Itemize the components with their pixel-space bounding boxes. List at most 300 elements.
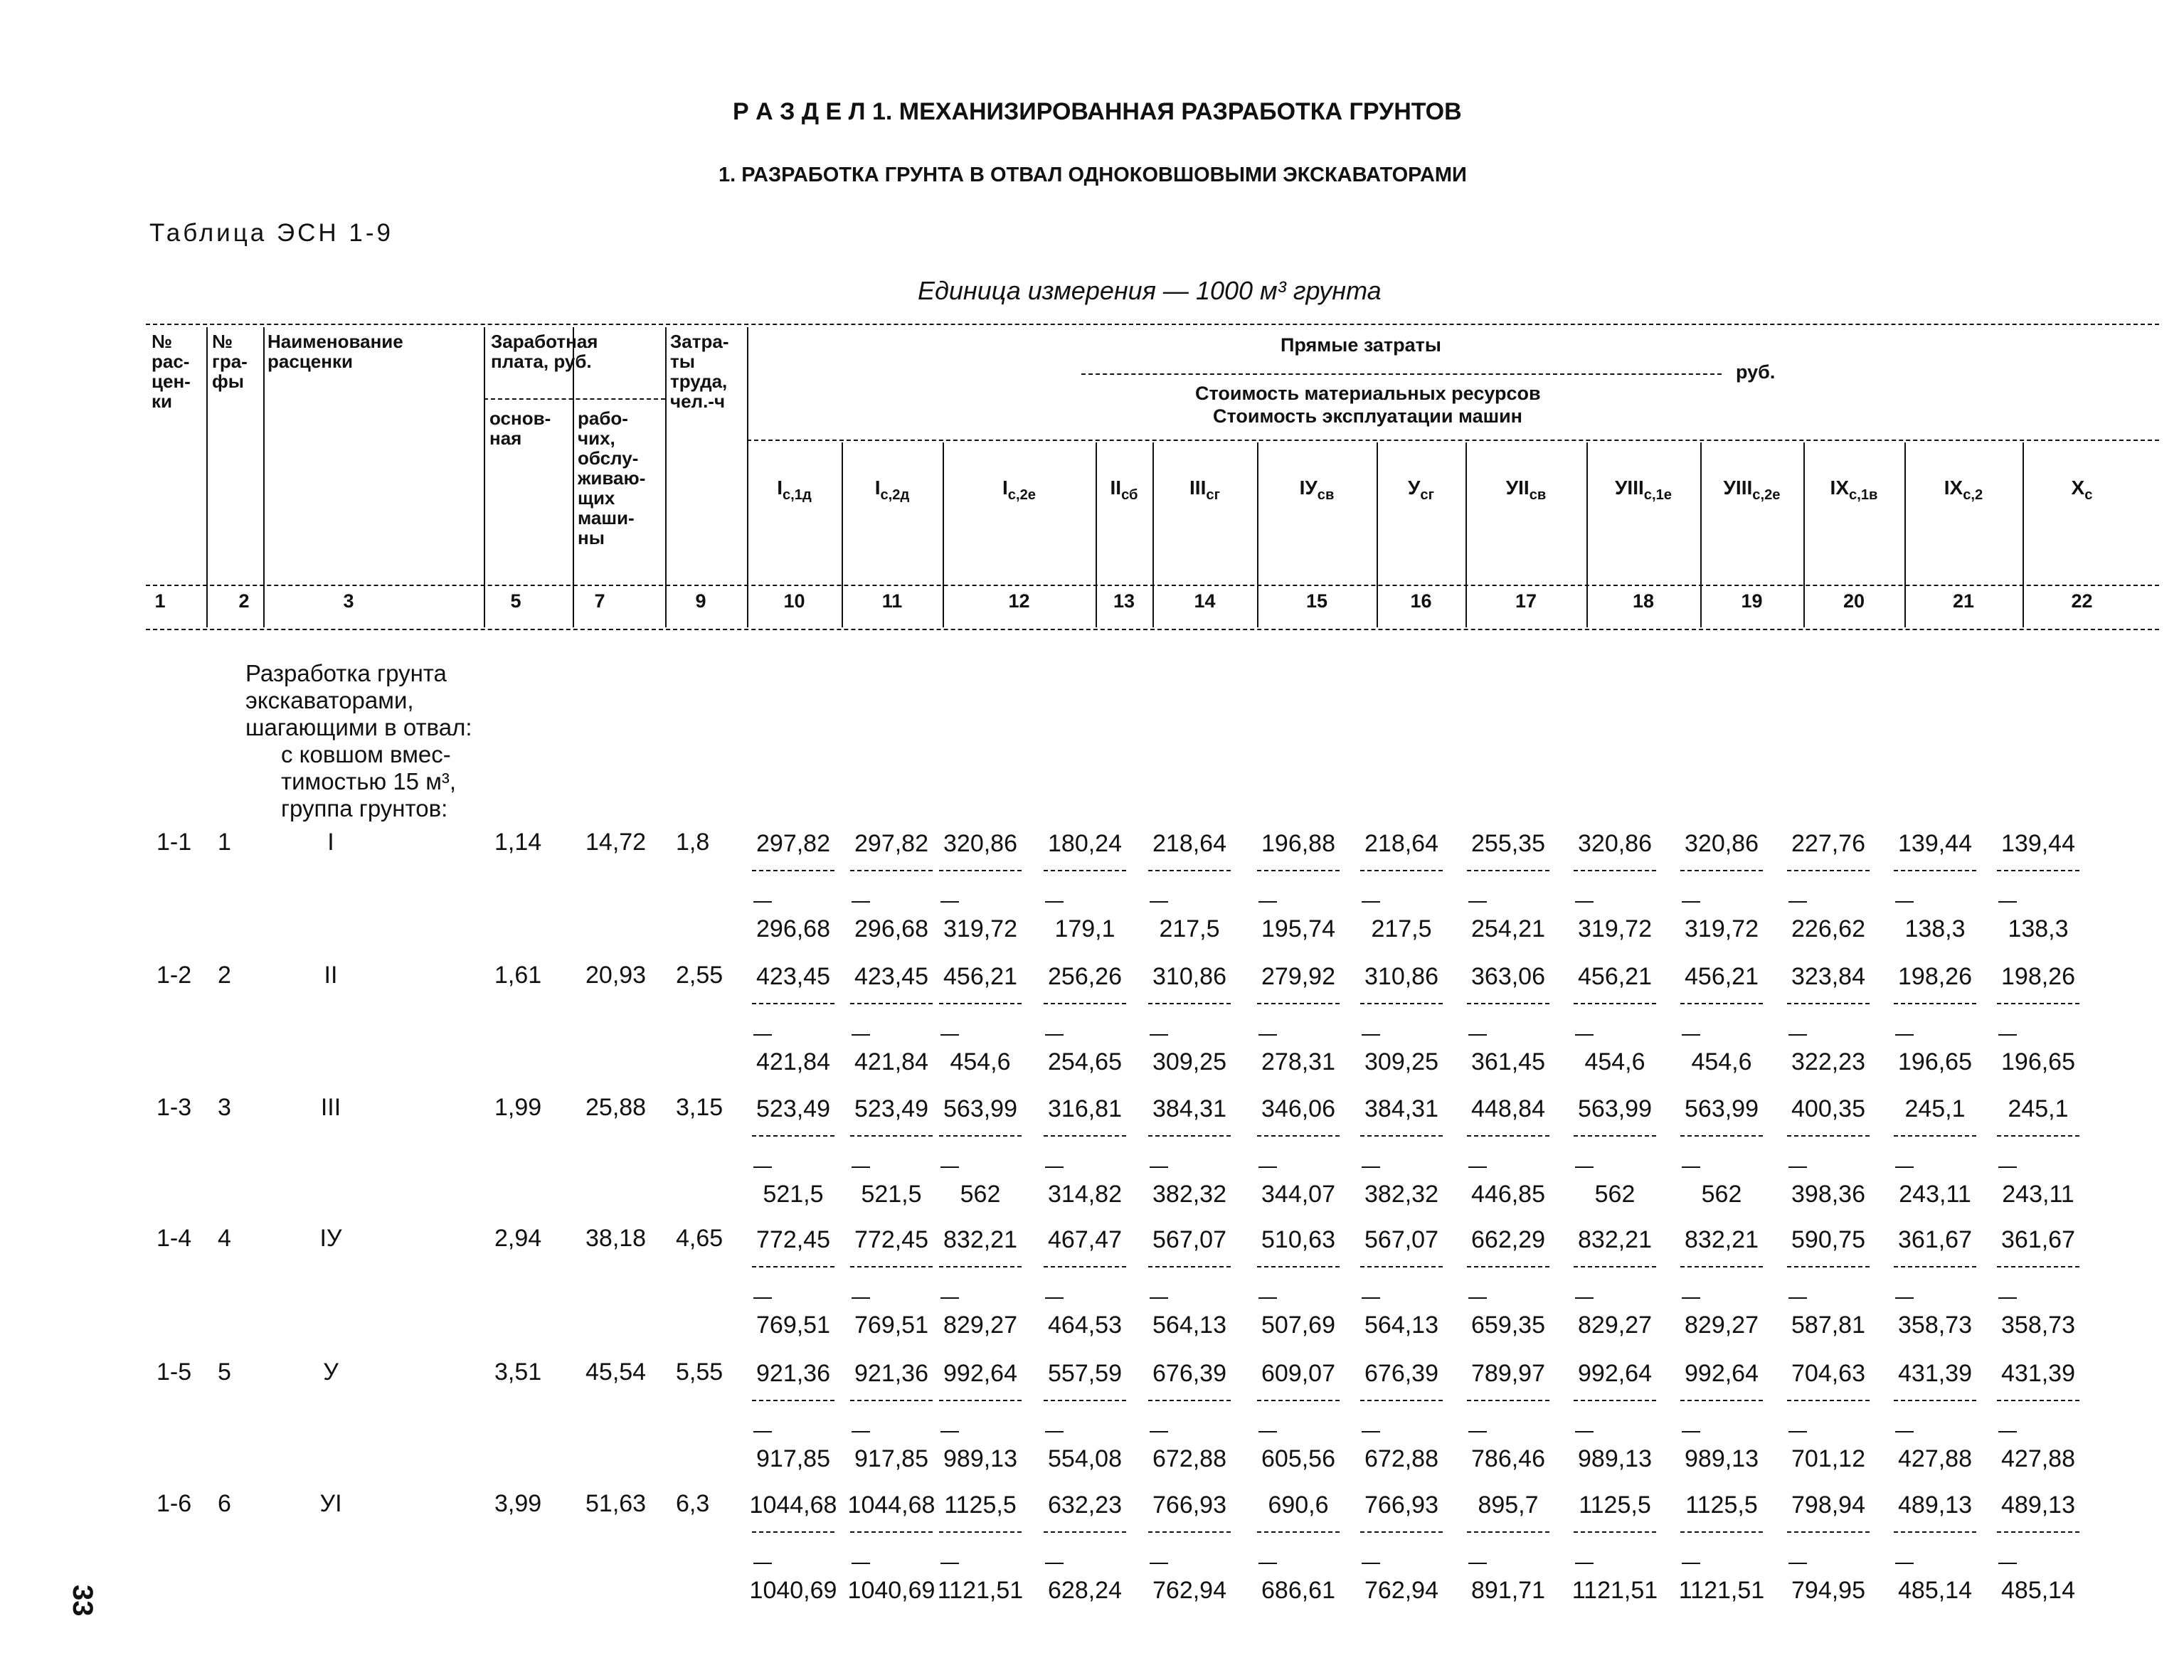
value-separator (1148, 1003, 1231, 1004)
column-number: 16 (1410, 590, 1432, 612)
material-cost-value: 832,21 (1685, 1226, 1759, 1253)
material-cost-value: 196,88 (1261, 830, 1335, 857)
machine-cost-value: 1121,51 (1678, 1577, 1765, 1604)
value-dash (1468, 1166, 1487, 1168)
rate-code: 1-5 (157, 1359, 192, 1386)
value-separator (1044, 1003, 1126, 1004)
zone-header (1377, 477, 1465, 504)
material-cost-value: 766,93 (1364, 1492, 1438, 1519)
value-dash (1998, 1166, 2017, 1168)
column-number: 12 (1008, 590, 1030, 612)
wage-workers: 45,54 (585, 1359, 647, 1386)
material-cost-value: 766,93 (1152, 1492, 1226, 1519)
value-dash (1575, 1297, 1594, 1299)
machine-cost-value: 358,73 (2001, 1312, 2075, 1339)
labor-cost: 4,65 (676, 1225, 723, 1252)
material-cost-value: 662,29 (1471, 1226, 1545, 1253)
zones-top-rule (747, 440, 2159, 441)
column-number: 22 (2071, 590, 2093, 612)
wage-workers: 14,72 (585, 829, 647, 856)
column-number: 14 (1194, 590, 1216, 612)
material-cost-value: 632,23 (1048, 1492, 1122, 1519)
machine-cost-value: 314,82 (1048, 1181, 1122, 1208)
machine-cost-value: 891,71 (1471, 1577, 1545, 1604)
value-separator (1360, 1531, 1443, 1533)
material-cost-value: 198,26 (2001, 963, 2075, 990)
value-dash (852, 1166, 870, 1168)
material-cost-value: 832,21 (943, 1226, 1017, 1253)
value-separator (1894, 1400, 1976, 1401)
zone-header (1803, 477, 1904, 504)
zone-header (943, 477, 1096, 504)
wage-base: 1,99 (494, 1094, 542, 1121)
table-numbers-rule (146, 629, 2159, 630)
value-separator (1680, 1400, 1763, 1401)
value-separator (1680, 870, 1763, 871)
material-cost-value: 1125,5 (1579, 1492, 1651, 1519)
material-cost-value: 992,64 (943, 1360, 1017, 1387)
rate-code: 1-1 (157, 829, 192, 856)
value-separator (1467, 870, 1549, 871)
labor-cost: 5,55 (676, 1359, 723, 1386)
value-separator (1680, 1531, 1763, 1533)
value-dash (1788, 901, 1807, 903)
page-number: 33 (67, 1585, 98, 1617)
zone-subscript: св (1529, 487, 1547, 504)
value-dash (1682, 1034, 1700, 1036)
value-dash (940, 1297, 959, 1299)
zone-subscript: св (1317, 487, 1335, 504)
value-dash (1362, 1166, 1380, 1168)
value-separator (1997, 1531, 2079, 1533)
soil-group: III (320, 1094, 341, 1121)
value-separator (1787, 1531, 1870, 1533)
material-cost-value: 423,45 (854, 963, 928, 990)
column-number: 21 (1952, 590, 1975, 612)
machine-cost-value: 309,25 (1152, 1048, 1226, 1075)
material-cost-value: 256,26 (1048, 963, 1122, 990)
column-number: 3 (343, 590, 354, 612)
zone-header (1465, 477, 1586, 504)
value-separator (1467, 1135, 1549, 1137)
value-separator (1467, 1400, 1549, 1401)
value-separator (850, 1003, 933, 1004)
header-rate-name: Наименование расценки (267, 331, 403, 372)
value-separator (1467, 1003, 1549, 1004)
material-cost-value: 1125,5 (1685, 1492, 1758, 1519)
value-dash (1895, 1431, 1914, 1432)
zone-roman: УII (1505, 477, 1530, 499)
material-cost-value: 346,06 (1261, 1095, 1335, 1122)
machine-cost-value: 521,5 (763, 1181, 824, 1208)
material-cost-value: 323,84 (1791, 963, 1865, 990)
value-separator (1894, 1266, 1976, 1267)
value-dash (1575, 901, 1594, 903)
material-cost-value: 609,07 (1261, 1360, 1335, 1387)
value-dash (1468, 1034, 1487, 1036)
value-dash (1150, 1431, 1168, 1432)
machine-cost-value: 427,88 (1898, 1445, 1972, 1472)
material-cost-value: 772,45 (756, 1226, 830, 1253)
value-separator (1574, 870, 1656, 871)
machine-cost-value: 344,07 (1261, 1181, 1335, 1208)
machine-cost-value: 507,69 (1261, 1312, 1335, 1339)
zone-header (1152, 477, 1257, 504)
machine-cost-value: 138,3 (1904, 915, 1966, 942)
value-dash (1150, 1563, 1168, 1564)
value-separator (1787, 1266, 1870, 1267)
machine-cost-value: 829,27 (1578, 1312, 1652, 1339)
column-number: 10 (783, 590, 805, 612)
header-col-divider (484, 327, 485, 627)
zone-subscript: сг (1420, 487, 1435, 504)
material-cost-value: 255,35 (1471, 830, 1545, 857)
material-cost-value: 456,21 (1578, 963, 1652, 990)
material-cost-value: 467,47 (1048, 1226, 1122, 1253)
wage-base: 1,61 (494, 962, 542, 989)
value-dash (1362, 1431, 1380, 1432)
zone-subscript: с,2д (880, 487, 910, 504)
value-dash (1045, 1297, 1064, 1299)
column-number-cell: 6 (218, 1490, 231, 1517)
material-cost-value: 1044,68 (847, 1492, 935, 1519)
value-dash (1468, 1431, 1487, 1432)
material-cost-value: 297,82 (756, 830, 830, 857)
machine-cost-value: 762,94 (1152, 1577, 1226, 1604)
value-separator (939, 1531, 1022, 1533)
value-dash (1575, 1563, 1594, 1564)
value-dash (753, 1563, 772, 1564)
machine-cost-value: 296,68 (756, 915, 830, 942)
column-number-cell: 4 (218, 1225, 231, 1252)
value-dash (1258, 1166, 1277, 1168)
zone-subscript: сб (1121, 487, 1138, 504)
soil-group: II (324, 962, 338, 989)
value-separator (850, 1266, 933, 1267)
machine-cost-value: 454,6 (1584, 1048, 1645, 1075)
value-dash (1258, 1431, 1277, 1432)
soil-group: I (327, 829, 334, 856)
material-cost-value: 921,36 (854, 1360, 928, 1387)
value-dash (1150, 1166, 1168, 1168)
value-dash (1045, 1431, 1064, 1432)
material-cost-value: 510,63 (1261, 1226, 1335, 1253)
material-cost-value: 310,86 (1364, 963, 1438, 990)
value-separator (1574, 1135, 1656, 1137)
value-dash (852, 901, 870, 903)
wage-base: 3,51 (494, 1359, 542, 1386)
machine-cost-value: 454,6 (950, 1048, 1011, 1075)
zone-roman: У (1407, 477, 1421, 499)
value-separator (1257, 1135, 1340, 1137)
value-dash (1788, 1034, 1807, 1036)
machine-cost-value: 587,81 (1791, 1312, 1865, 1339)
material-cost-value: 361,67 (1898, 1226, 1972, 1253)
machine-cost-value: 196,65 (1898, 1048, 1972, 1075)
machine-cost-value: 319,72 (1578, 915, 1652, 942)
subsection-title: 1. РАЗРАБОТКА ГРУНТА В ОТВАЛ ОДНОКОВШОВЫМИ ЭКСКАВАТОРАМИ (719, 164, 1467, 186)
column-number: 20 (1843, 590, 1865, 612)
material-cost-value: 139,44 (2001, 830, 2075, 857)
material-cost-value: 320,86 (943, 830, 1017, 857)
machine-cost-value: 319,72 (1685, 915, 1759, 942)
zone-roman: X (2071, 477, 2085, 499)
header-wage-base: основ- ная (489, 408, 551, 449)
value-separator (1894, 1531, 1976, 1533)
machine-cost-value: 296,68 (854, 915, 928, 942)
value-separator (1574, 1003, 1656, 1004)
table-label: Таблица ЭСН 1-9 (149, 219, 393, 247)
value-separator (1360, 1400, 1443, 1401)
machine-cost-value: 769,51 (854, 1312, 928, 1339)
machine-cost-value: 564,13 (1152, 1312, 1226, 1339)
value-separator (752, 1135, 834, 1137)
value-separator (1467, 1531, 1549, 1533)
value-separator (1574, 1400, 1656, 1401)
zone-roman: УIII (1723, 477, 1753, 499)
material-cost-value: 448,84 (1471, 1095, 1545, 1122)
value-separator (752, 1400, 834, 1401)
wage-base: 1,14 (494, 829, 542, 856)
zone-subscript: с,1е (1643, 487, 1672, 504)
machine-cost-value: 521,5 (861, 1181, 922, 1208)
value-dash (1895, 901, 1914, 903)
value-dash (1682, 901, 1700, 903)
value-separator (752, 1003, 834, 1004)
machine-cost-value: 686,61 (1261, 1577, 1335, 1604)
value-separator (1360, 1135, 1443, 1137)
zone-header (1904, 477, 2023, 504)
zone-roman: I (1002, 477, 1008, 499)
machine-cost-value: 762,94 (1364, 1577, 1438, 1604)
material-cost-value: 895,7 (1478, 1492, 1539, 1519)
material-cost-value: 523,49 (756, 1095, 830, 1122)
value-separator (1044, 1531, 1126, 1533)
value-dash (753, 901, 772, 903)
machine-cost-value: 562 (1594, 1181, 1636, 1208)
machine-cost-value: 628,24 (1048, 1577, 1122, 1604)
column-number: 5 (510, 590, 521, 612)
value-separator (1787, 1135, 1870, 1137)
value-dash (1045, 1034, 1064, 1036)
material-cost-value: 489,13 (2001, 1492, 2075, 1519)
soil-group: У (323, 1359, 339, 1386)
machine-cost-value: 989,13 (1578, 1445, 1652, 1472)
material-cost-value: 384,31 (1152, 1095, 1226, 1122)
value-dash (1895, 1166, 1914, 1168)
value-dash (1150, 1034, 1168, 1036)
value-dash (1150, 1297, 1168, 1299)
material-cost-value: 921,36 (756, 1360, 830, 1387)
value-dash (852, 1034, 870, 1036)
direct-costs-rule (1081, 373, 1722, 375)
value-separator (939, 1003, 1022, 1004)
value-dash (1998, 1431, 2017, 1432)
value-separator (939, 1400, 1022, 1401)
machine-cost-value: 1040,69 (749, 1577, 837, 1604)
machine-cost-value: 179,1 (1054, 915, 1115, 942)
material-cost-value: 563,99 (1578, 1095, 1652, 1122)
column-number: 9 (695, 590, 706, 612)
value-separator (1360, 1266, 1443, 1267)
value-separator (1574, 1266, 1656, 1267)
value-separator (1680, 1266, 1763, 1267)
machine-cost-value: 322,23 (1791, 1048, 1865, 1075)
value-separator (1148, 1400, 1231, 1401)
value-dash (852, 1563, 870, 1564)
zone-subscript: с,2 (1963, 487, 1983, 504)
column-number: 11 (881, 590, 903, 612)
zone-subscript: с (2084, 487, 2093, 504)
material-cost-value: 431,39 (1898, 1360, 1972, 1387)
machine-cost-value: 605,56 (1261, 1445, 1335, 1472)
table-top-rule (146, 324, 2159, 325)
machine-cost-value: 562 (1701, 1181, 1742, 1208)
value-separator (850, 1135, 933, 1137)
value-separator (1997, 1003, 2079, 1004)
wage-workers: 51,63 (585, 1490, 647, 1517)
material-cost-value: 320,86 (1578, 830, 1652, 857)
value-dash (1788, 1166, 1807, 1168)
value-separator (1997, 870, 2079, 871)
value-separator (850, 870, 933, 871)
material-cost-value: 992,64 (1685, 1360, 1759, 1387)
header-machines: Стоимость эксплуатации машин (1213, 405, 1522, 427)
value-separator (1148, 1266, 1231, 1267)
labor-cost: 3,15 (676, 1094, 723, 1121)
header-col-divider (573, 327, 574, 627)
machine-cost-value: 319,72 (943, 915, 1017, 942)
machine-cost-value: 829,27 (1685, 1312, 1759, 1339)
machine-cost-value: 196,65 (2001, 1048, 2075, 1075)
machine-cost-value: 989,13 (943, 1445, 1017, 1472)
machine-cost-value: 1121,51 (1571, 1577, 1658, 1604)
material-cost-value: 180,24 (1048, 830, 1122, 857)
value-dash (1682, 1563, 1700, 1564)
zone-roman: УIII (1615, 477, 1644, 499)
machine-cost-value: 564,13 (1364, 1312, 1438, 1339)
wage-base: 3,99 (494, 1490, 542, 1517)
header-rub: руб. (1736, 361, 1776, 383)
machine-cost-value: 464,53 (1048, 1312, 1122, 1339)
zone-header (2023, 477, 2141, 504)
value-separator (1148, 1531, 1231, 1533)
value-dash (1045, 1166, 1064, 1168)
value-separator (1997, 1135, 2079, 1137)
value-separator (1257, 1003, 1340, 1004)
material-cost-value: 297,82 (854, 830, 928, 857)
value-dash (1998, 1563, 2017, 1564)
zone-subscript: с,2е (1752, 487, 1781, 504)
zone-roman: I (777, 477, 783, 499)
material-cost-value: 316,81 (1048, 1095, 1122, 1122)
value-dash (940, 1431, 959, 1432)
value-dash (1895, 1034, 1914, 1036)
value-dash (1575, 1431, 1594, 1432)
value-dash (1788, 1431, 1807, 1432)
material-cost-value: 832,21 (1578, 1226, 1652, 1253)
zone-subscript: с,1д (782, 487, 812, 504)
wage-workers: 25,88 (585, 1094, 647, 1121)
material-cost-value: 523,49 (854, 1095, 928, 1122)
value-separator (1680, 1135, 1763, 1137)
value-dash (1998, 901, 2017, 903)
material-cost-value: 1125,5 (944, 1492, 1017, 1519)
machine-cost-value: 254,21 (1471, 915, 1545, 942)
machine-cost-value: 554,08 (1048, 1445, 1122, 1472)
material-cost-value: 590,75 (1791, 1226, 1865, 1253)
material-cost-value: 557,59 (1048, 1360, 1122, 1387)
header-materials: Стоимость материальных ресурсов (1195, 383, 1541, 404)
machine-cost-value: 243,11 (2002, 1181, 2074, 1208)
machine-cost-value: 454,6 (1691, 1048, 1752, 1075)
zone-roman: III (1189, 477, 1207, 499)
value-separator (1894, 870, 1976, 871)
machine-cost-value: 309,25 (1364, 1048, 1438, 1075)
machine-cost-value: 485,14 (1898, 1577, 1972, 1604)
zone-header (1257, 477, 1377, 504)
value-separator (850, 1531, 933, 1533)
column-number: 2 (238, 590, 250, 612)
material-cost-value: 245,1 (1904, 1095, 1966, 1122)
machine-cost-value: 701,12 (1791, 1445, 1865, 1472)
material-cost-value: 567,07 (1364, 1226, 1438, 1253)
material-cost-value: 431,39 (2001, 1360, 2075, 1387)
material-cost-value: 489,13 (1898, 1492, 1972, 1519)
value-dash (1895, 1563, 1914, 1564)
value-separator (1044, 1400, 1126, 1401)
value-separator (1257, 870, 1340, 871)
machine-cost-value: 254,65 (1048, 1048, 1122, 1075)
value-separator (1257, 1400, 1340, 1401)
column-number: 19 (1741, 590, 1763, 612)
material-cost-value: 1044,68 (749, 1492, 837, 1519)
material-cost-value: 218,64 (1152, 830, 1226, 857)
value-separator (1044, 1266, 1126, 1267)
soil-group: УI (319, 1490, 342, 1517)
unit-caption: Единица измерения — 1000 м³ грунта (918, 276, 1382, 305)
machine-cost-value: 398,36 (1791, 1181, 1865, 1208)
value-dash (1788, 1297, 1807, 1299)
zone-subscript: с,2е (1007, 487, 1036, 504)
material-cost-value: 676,39 (1152, 1360, 1226, 1387)
value-separator (1044, 1135, 1126, 1137)
value-dash (940, 1563, 959, 1564)
value-dash (1468, 901, 1487, 903)
value-separator (1787, 870, 1870, 871)
description-line: шагающими в отвал: (245, 714, 472, 740)
rate-code: 1-6 (157, 1490, 192, 1517)
value-separator (1574, 1531, 1656, 1533)
value-separator (1148, 1135, 1231, 1137)
machine-cost-value: 917,85 (756, 1445, 830, 1472)
value-separator (1360, 1003, 1443, 1004)
material-cost-value: 798,94 (1791, 1492, 1865, 1519)
zone-header (747, 477, 842, 504)
header-direct-costs: Прямые затраты (1281, 334, 1441, 356)
material-cost-value: 139,44 (1898, 830, 1972, 857)
machine-cost-value: 769,51 (756, 1312, 830, 1339)
material-cost-value: 245,1 (2008, 1095, 2069, 1122)
value-dash (1045, 1563, 1064, 1564)
material-cost-value: 789,97 (1471, 1360, 1545, 1387)
column-number: 13 (1113, 590, 1135, 612)
value-dash (1468, 1563, 1487, 1564)
machine-cost-value: 382,32 (1152, 1181, 1226, 1208)
zone-header (1700, 477, 1803, 504)
value-dash (1788, 1563, 1807, 1564)
machine-cost-value: 226,62 (1791, 915, 1865, 942)
